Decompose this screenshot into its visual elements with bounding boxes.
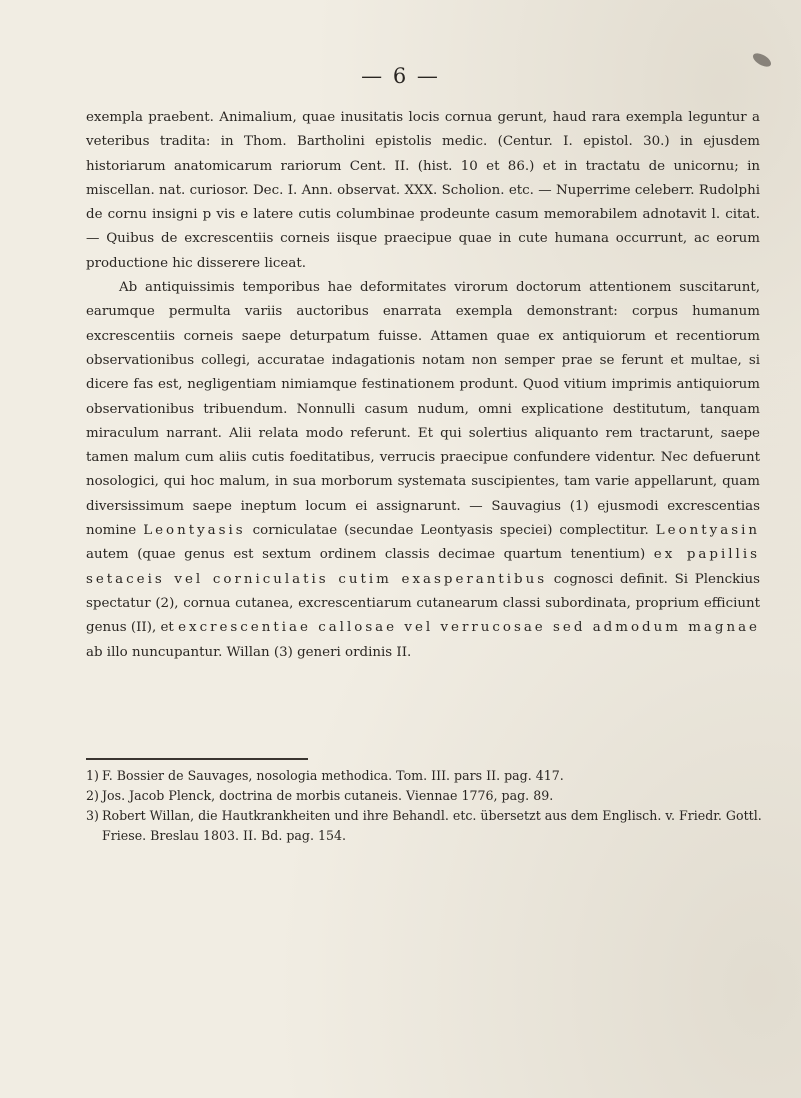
footnote-1: [86, 766, 766, 786]
footnote-number: 2): [86, 788, 99, 803]
page-number: — 6 —: [361, 64, 440, 88]
text-run: Ab antiquissimis temporibus hae deformitates virorum doctorum attentionem suscitarunt, earumque permulta variis auctoribus enarrata exempla demonstrant: corpus humanum excrescentiis corneis saepe deturpatum fuisse. Attamen quae ex antiquiorum et recentiorum observationibus collegi, accuratae indagationis notam non semper prae se ferunt et multae, si dicere fas est, negligentiam nimiamque festinationem produnt. Quod vitium imprimis antiquiorum observationibus tribuendum. Nonnulli casum nudum, omni explicatione destitutum, tanquam miraculum narrant. Alii relata modo referunt. Et qui solertius aliquanto rem tractarunt, saepe tamen malum cum aliis cutis foeditatibus, verrucis praecipue confundere videntur. Nec defuerunt nosologici, qui hoc malum, in sua morborum systemata suscipientes, tam varie appellarunt, quam diversissimum saepe ineptum locum ei assignarunt. — Sauvagius (1) ejusmodi excrescentias nomine: [86, 280, 760, 539]
text-run: cognosci definit. Si Plenckius spectatur (2), cornua cutanea, excrescentiarum cutanearum classi subordinata, proprium efficiunt genus (II), et: [86, 571, 760, 636]
footnote-text: F. Bossier de Sauvages, nosologia methodica. Tom. III. pars II. pag. 417.: [102, 768, 564, 783]
text-run: exempla praebent. Animalium, quae inusitatis locis cornua gerunt, haud rara exempla leguntur a veteribus tradita: in Thom. Bartholini epistolis medic. (Centur. I. epistol. 30.) in ejusdem historiarum anatomicarum rariorum Cent. II. (hist. 10 et 86.) et in tractatu de unicornu; in miscellan. nat. curiosor. Dec. I. Ann. observat. XXX. Scholion. etc. — Nuperrime celeberr. Rudolphi de cornu insigni p vis e latere cutis columbinae prodeunte casum memorabilem adnotavit l. citat. — Quibus de excrescentiis corneis iisque praecipue quae in cute humana occurrunt, ac eorum productione hic disserere liceat.: [86, 110, 760, 271]
footnote-number: 3): [86, 808, 99, 823]
paragraph-2: [86, 276, 760, 665]
footnote-2: [86, 786, 766, 806]
text-run: corniculatae (secundae Leontyasis speciei) complectitur.: [245, 523, 656, 539]
paragraph-1: [86, 106, 760, 276]
footnote-3: [86, 806, 766, 846]
text-run: autem (quae genus est sextum ordinem classis decimae quartum tenentium): [86, 547, 654, 563]
footnote-number: 1): [86, 768, 99, 783]
spaced-term: Leontyasis: [143, 523, 246, 539]
spaced-term: excrescentiae callosae vel verrucosae sed admodum magnae: [178, 620, 760, 636]
footnotes: [86, 766, 766, 846]
spaced-term: Leontyasin: [655, 523, 760, 539]
text-run: ab illo nuncupantur. Willan (3) generi ordinis II.: [86, 644, 412, 660]
spaced-term: ex papillis setaceis vel corniculatis cutim exasperantibus: [86, 547, 760, 587]
footnote-text: Jos. Jacob Plenck, doctrina de morbis cutaneis. Viennae 1776, pag. 89.: [102, 788, 554, 803]
footnote-divider: [86, 758, 308, 760]
body-text: [86, 106, 760, 665]
footnote-text: Robert Willan, die Hautkrankheiten und ihre Behandl. etc. übersetzt aus dem Englisch. v. Friedr. Gottl. Friese. Breslau 1803. II. Bd. pag. 154.: [102, 808, 762, 843]
